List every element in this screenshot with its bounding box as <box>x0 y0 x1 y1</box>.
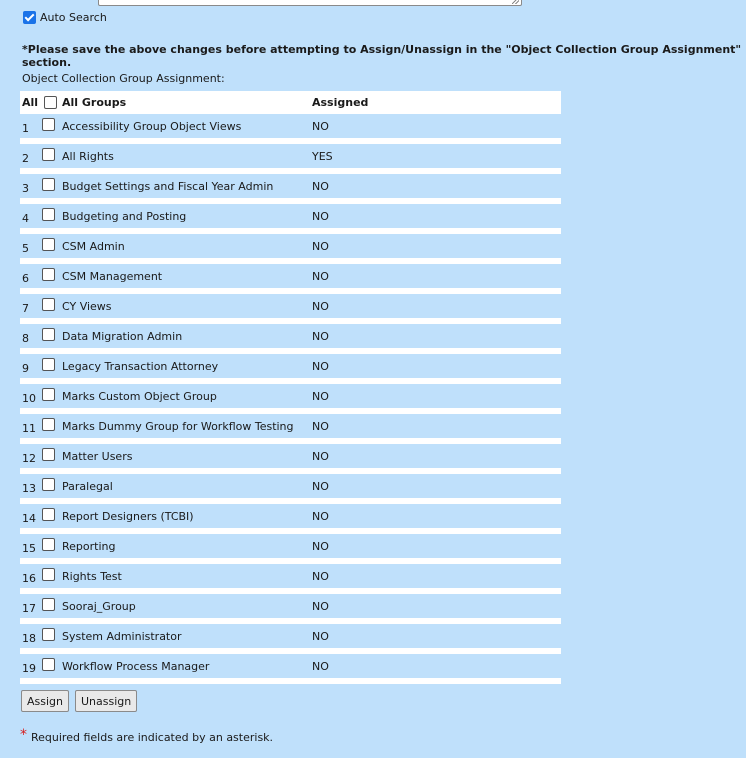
row-checkbox-cell <box>42 651 62 681</box>
table-row <box>20 261 561 291</box>
group-name: CSM Admin <box>62 231 312 261</box>
row-number-cell <box>20 321 42 351</box>
group-name: Marks Dummy Group for Workflow Testing <box>62 411 312 441</box>
assigned-status: NO <box>312 411 561 441</box>
row-number: 12 <box>22 451 36 465</box>
row-number: 19 <box>22 661 36 675</box>
row-number-cell <box>20 591 42 621</box>
row-checkbox-cell <box>42 441 62 471</box>
row-checkbox[interactable] <box>42 298 55 311</box>
table-row <box>20 531 561 561</box>
row-number: 1 <box>22 121 29 135</box>
group-name: Marks Custom Object Group <box>62 381 312 411</box>
table-row <box>20 441 561 471</box>
unassign-button[interactable]: Unassign <box>75 690 137 712</box>
assigned-status: NO <box>312 441 561 471</box>
table-row <box>20 201 561 231</box>
group-name: Budget Settings and Fiscal Year Admin <box>62 171 312 201</box>
assigned-status: NO <box>312 321 561 351</box>
table-row <box>20 381 561 411</box>
assigned-status: NO <box>312 171 561 201</box>
required-note-text: Required fields are indicated by an asterisk. <box>31 730 274 744</box>
assigned-status: NO <box>312 114 561 141</box>
row-checkbox-cell <box>42 471 62 501</box>
group-name: Data Migration Admin <box>62 321 312 351</box>
row-checkbox[interactable] <box>42 388 55 401</box>
section-title: Object Collection Group Assignment: <box>22 72 225 85</box>
header-all-cell <box>20 91 62 114</box>
row-checkbox-cell <box>42 381 62 411</box>
header-groups: All Groups <box>62 91 312 114</box>
row-number-cell <box>20 261 42 291</box>
group-name: Matter Users <box>62 441 312 471</box>
row-checkbox-cell <box>42 591 62 621</box>
row-number: 8 <box>22 331 29 345</box>
row-checkbox[interactable] <box>42 568 55 581</box>
row-number: 15 <box>22 541 36 555</box>
table-row <box>20 561 561 591</box>
auto-search-option[interactable] <box>23 11 107 24</box>
row-checkbox[interactable] <box>42 178 55 191</box>
table-row <box>20 171 561 201</box>
row-number-cell <box>20 201 42 231</box>
row-checkbox[interactable] <box>42 508 55 521</box>
row-checkbox[interactable] <box>42 328 55 341</box>
save-notice: *Please save the above changes before attempting to Assign/Unassign in the "Object Collection Group Assignment" section. <box>22 43 742 69</box>
row-number: 5 <box>22 241 29 255</box>
resize-grip-icon[interactable] <box>512 0 519 4</box>
table-row <box>20 501 561 531</box>
row-number-cell <box>20 141 42 171</box>
row-checkbox[interactable] <box>42 598 55 611</box>
table-row <box>20 591 561 621</box>
row-checkbox-cell <box>42 261 62 291</box>
table-row <box>20 321 561 351</box>
group-name: Report Designers (TCBI) <box>62 501 312 531</box>
table-row <box>20 621 561 651</box>
group-name: Paralegal <box>62 471 312 501</box>
row-checkbox-cell <box>42 114 62 141</box>
row-checkbox[interactable] <box>42 448 55 461</box>
row-number: 7 <box>22 301 29 315</box>
assigned-status: NO <box>312 531 561 561</box>
row-number-cell <box>20 351 42 381</box>
assigned-status: NO <box>312 291 561 321</box>
assign-button[interactable]: Assign <box>21 690 69 712</box>
table-row <box>20 411 561 441</box>
row-number-cell <box>20 231 42 261</box>
row-number: 4 <box>22 211 29 225</box>
assigned-status: NO <box>312 501 561 531</box>
row-checkbox-cell <box>42 501 62 531</box>
row-checkbox-cell <box>42 411 62 441</box>
row-checkbox[interactable] <box>42 118 55 131</box>
assigned-status: NO <box>312 381 561 411</box>
row-number: 2 <box>22 151 29 165</box>
assigned-status: NO <box>312 621 561 651</box>
table-row <box>20 471 561 501</box>
row-checkbox-cell <box>42 171 62 201</box>
row-number-cell <box>20 411 42 441</box>
group-name: Sooraj_Group <box>62 591 312 621</box>
select-all-checkbox[interactable] <box>44 96 57 109</box>
row-checkbox-cell <box>42 231 62 261</box>
row-number: 14 <box>22 511 36 525</box>
row-number-cell <box>20 651 42 681</box>
row-number-cell <box>20 171 42 201</box>
row-checkbox[interactable] <box>42 478 55 491</box>
group-name: Workflow Process Manager <box>62 651 312 681</box>
group-assignment-table <box>20 91 561 684</box>
assigned-status: YES <box>312 141 561 171</box>
row-number-cell <box>20 561 42 591</box>
row-checkbox-cell <box>42 291 62 321</box>
row-number: 13 <box>22 481 36 495</box>
assigned-status: NO <box>312 261 561 291</box>
row-checkbox[interactable] <box>42 148 55 161</box>
row-checkbox[interactable] <box>42 238 55 251</box>
row-number: 3 <box>22 181 29 195</box>
row-checkbox[interactable] <box>42 538 55 551</box>
row-checkbox[interactable] <box>42 418 55 431</box>
group-name: CSM Management <box>62 261 312 291</box>
assigned-status: NO <box>312 651 561 681</box>
table-header-row <box>20 91 561 114</box>
required-asterisk: * <box>20 727 27 743</box>
row-number: 18 <box>22 631 36 645</box>
row-number-cell <box>20 114 42 141</box>
group-name: Legacy Transaction Attorney <box>62 351 312 381</box>
assigned-status: NO <box>312 561 561 591</box>
row-number-cell <box>20 501 42 531</box>
assigned-status: NO <box>312 201 561 231</box>
row-number-cell <box>20 441 42 471</box>
description-textarea[interactable] <box>98 0 522 6</box>
row-number: 11 <box>22 421 36 435</box>
row-checkbox-cell <box>42 621 62 651</box>
row-number: 9 <box>22 361 29 375</box>
assigned-status: NO <box>312 471 561 501</box>
row-checkbox[interactable] <box>42 658 55 671</box>
group-name: CY Views <box>62 291 312 321</box>
action-buttons <box>21 690 137 712</box>
row-checkbox-cell <box>42 321 62 351</box>
assigned-status: NO <box>312 591 561 621</box>
table-row <box>20 114 561 141</box>
row-checkbox[interactable] <box>42 208 55 221</box>
table-row <box>20 141 561 171</box>
row-checkbox-cell <box>42 141 62 171</box>
row-checkbox-cell <box>42 561 62 591</box>
group-name: All Rights <box>62 141 312 171</box>
auto-search-label: Auto Search <box>40 11 107 24</box>
group-name: Rights Test <box>62 561 312 591</box>
assigned-status: NO <box>312 351 561 381</box>
row-number: 6 <box>22 271 29 285</box>
required-fields-note <box>20 729 273 745</box>
row-number-cell <box>20 381 42 411</box>
group-name: System Administrator <box>62 621 312 651</box>
header-all-label: All <box>22 96 39 109</box>
group-name: Accessibility Group Object Views <box>62 114 312 141</box>
row-number: 16 <box>22 571 36 585</box>
row-checkbox-cell <box>42 201 62 231</box>
table-row <box>20 291 561 321</box>
row-number-cell <box>20 531 42 561</box>
row-checkbox-cell <box>42 531 62 561</box>
group-name: Reporting <box>62 531 312 561</box>
row-checkbox[interactable] <box>42 358 55 371</box>
table-row <box>20 351 561 381</box>
row-checkbox[interactable] <box>42 628 55 641</box>
header-assigned: Assigned <box>312 91 561 114</box>
row-number: 10 <box>22 391 36 405</box>
row-number-cell <box>20 291 42 321</box>
table-row <box>20 651 561 681</box>
row-number-cell <box>20 621 42 651</box>
row-number-cell <box>20 471 42 501</box>
assigned-status: NO <box>312 231 561 261</box>
group-name: Budgeting and Posting <box>62 201 312 231</box>
row-checkbox[interactable] <box>42 268 55 281</box>
row-checkbox-cell <box>42 351 62 381</box>
auto-search-checkbox[interactable] <box>23 11 36 24</box>
table-row <box>20 231 561 261</box>
row-number: 17 <box>22 601 36 615</box>
